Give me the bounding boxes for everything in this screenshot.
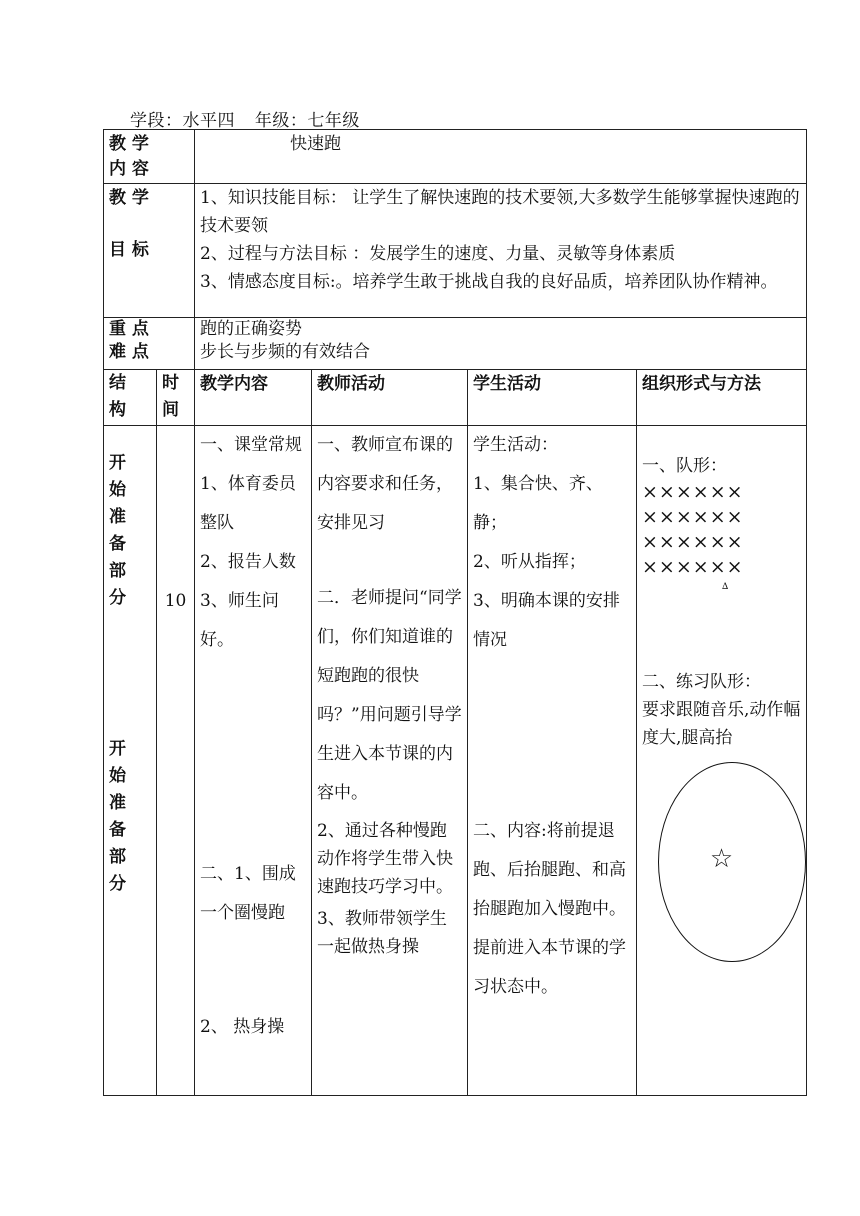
section-teacher-cell — [312, 426, 468, 1096]
content-label-2: 内 容 — [109, 159, 149, 179]
student-activity-4: 二、内容:将前提退跑、后抬腿跑、和高抬腿跑加入慢跑中。提前进入本节课的学习状态中。 — [473, 821, 627, 997]
formation-row-4: ×××××× — [642, 556, 744, 578]
key-points-row — [104, 318, 807, 370]
key-point-text: 跑的正确姿势 — [200, 319, 303, 339]
col-teaching-content-label: 教学内容 — [200, 374, 269, 394]
content-label-1: 教 学 — [109, 134, 149, 154]
difficulty-label: 难 点 — [109, 342, 149, 362]
col-structure-label: 结构 — [109, 373, 126, 420]
teacher-activity-2: 二．老师提问“同学们，你们知道谁的短跑跑的很快吗？”用问题引导学生进入本节课的内容中。 — [317, 588, 462, 803]
formation-row-1: ×××××× — [642, 481, 744, 503]
content-item-1: 一、课堂常规 — [200, 435, 303, 455]
section-time-cell — [157, 426, 195, 1096]
content-item-5: 二、1、围成一个圈慢跑 — [200, 864, 296, 923]
col-teacher-activity — [312, 370, 468, 426]
teacher-activity-1: 一、教师宣布课的内容要求和任务，安排见习 — [317, 435, 454, 533]
key-points-value-cell — [195, 318, 807, 370]
section-student-cell — [468, 426, 637, 1096]
section-name-2: 开始准备部分 — [109, 739, 126, 894]
content-value: 快速跑 — [290, 134, 342, 154]
content-item-4: 3、师生问好。 — [200, 591, 279, 650]
key-label: 重 点 — [109, 319, 149, 339]
grade-label: 年级：七年级 — [254, 111, 360, 131]
col-time — [157, 370, 195, 426]
section-time: 10 — [164, 591, 187, 611]
col-student-activity-label: 学生活动 — [473, 374, 542, 394]
formation-row-2: ×××××× — [642, 506, 744, 528]
column-header-row — [104, 370, 807, 426]
content-row — [104, 130, 807, 184]
content-item-3: 2、报告人数 — [200, 552, 296, 572]
key-points-label-cell — [104, 318, 195, 370]
col-teaching-content — [195, 370, 312, 426]
practice-formation-diagram — [642, 762, 801, 962]
formation-row-3: ×××××× — [642, 531, 744, 553]
practice-note: 要求跟随音乐,动作幅度大,腿高抬 — [642, 700, 801, 748]
col-teacher-activity-label: 教师活动 — [317, 374, 386, 394]
teacher-activity-3: 2、通过各种慢跑动作将学生带入快速跑技巧学习中。 — [317, 821, 454, 897]
section-structure-cell — [104, 426, 157, 1096]
objectives-label-2: 目 标 — [109, 240, 149, 260]
teacher-position-mark: ∆ — [722, 582, 729, 592]
objective-2: 2、过程与方法目标 ：发展学生的速度、力量、灵敏等身体素质 — [200, 244, 676, 264]
section-content-cell — [195, 426, 312, 1096]
section-row — [104, 426, 807, 1096]
section-name-1: 开始准备部分 — [109, 453, 126, 608]
objectives-value-cell — [195, 184, 807, 318]
col-structure — [104, 370, 157, 426]
objectives-row — [104, 184, 807, 318]
teacher-activity-4: 3、教师带领学生一起做热身操 — [317, 909, 447, 957]
objective-1: 1、知识技能目标： 让学生了解快速跑的技术要领,大多数学生能够掌握快速跑的技术要领 — [200, 188, 800, 236]
practice-title: 二、练习队形： — [642, 672, 762, 692]
lesson-plan-table — [103, 129, 807, 1096]
star-icon: ☆ — [709, 844, 734, 874]
col-time-label: 时间 — [162, 373, 179, 420]
objectives-label-cell — [104, 184, 195, 318]
student-activity-3: 3、明确本课的安排情况 — [473, 591, 620, 650]
student-activity-2: 2、听从指挥； — [473, 552, 586, 572]
student-activity-title: 学生活动： — [473, 435, 559, 455]
stage-label: 学段：水平四 — [130, 111, 235, 131]
col-student-activity — [468, 370, 637, 426]
difficulty-text: 步长与步频的有效结合 — [200, 342, 371, 362]
content-item-2: 1、体育委员整队 — [200, 474, 296, 533]
formation-grid — [642, 480, 801, 580]
col-organization — [637, 370, 807, 426]
content-label-cell — [104, 130, 195, 184]
formation-title: 一、队形： — [642, 456, 728, 476]
content-item-6: 2、 热身操 — [200, 1017, 285, 1037]
document-header — [130, 106, 374, 131]
col-organization-label: 组织形式与方法 — [642, 374, 762, 394]
objective-3: 3、情感态度目标:。培养学生敢于挑战自我的良好品质，培养团队协作精神。 — [200, 272, 778, 292]
content-value-cell — [195, 130, 807, 184]
student-activity-1: 1、集合快、齐、静； — [473, 474, 603, 533]
objectives-label-1: 教 学 — [109, 188, 149, 208]
section-organization-cell — [637, 426, 807, 1096]
